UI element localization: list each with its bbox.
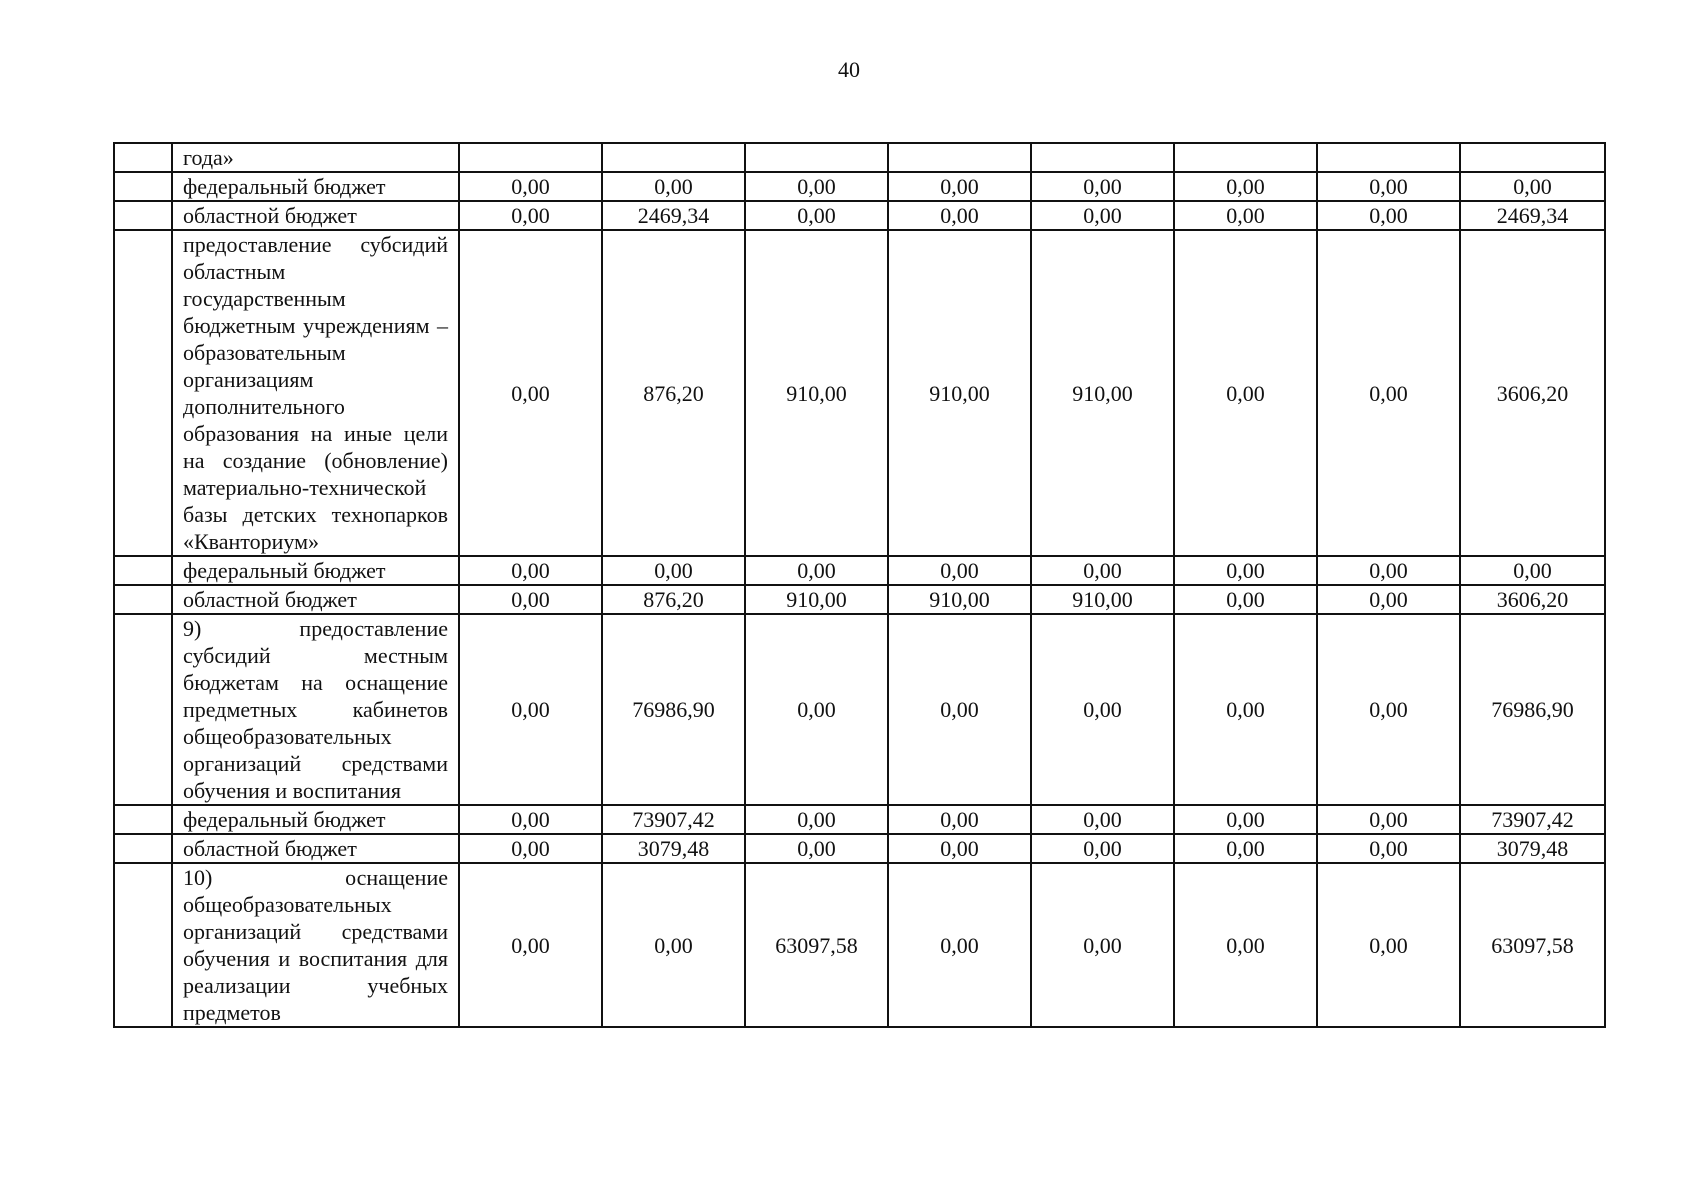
table-row	[114, 614, 1605, 805]
page-number: 40	[838, 57, 860, 82]
table-row	[114, 201, 1605, 230]
value-cell: 76986,90	[602, 614, 745, 805]
value-cell: 0,00	[459, 834, 602, 863]
value-cell: 910,00	[888, 585, 1031, 614]
value-cell: 0,00	[459, 805, 602, 834]
value-cell	[745, 143, 888, 172]
value-cell: 0,00	[602, 556, 745, 585]
row-number-cell	[114, 834, 172, 863]
table-row	[114, 143, 1605, 172]
row-name-cell: года»	[172, 143, 459, 172]
value-cell: 0,00	[602, 172, 745, 201]
value-cell: 0,00	[1031, 863, 1174, 1027]
value-cell: 2469,34	[602, 201, 745, 230]
row-number-cell	[114, 556, 172, 585]
value-cell: 0,00	[1174, 585, 1317, 614]
value-cell: 0,00	[1174, 230, 1317, 556]
value-cell: 0,00	[1317, 230, 1460, 556]
value-cell: 0,00	[1031, 614, 1174, 805]
table-row	[114, 863, 1605, 1027]
row-number-cell	[114, 201, 172, 230]
value-cell: 0,00	[745, 614, 888, 805]
value-cell: 0,00	[745, 805, 888, 834]
value-cell: 0,00	[1031, 805, 1174, 834]
table-row	[114, 230, 1605, 556]
value-cell: 0,00	[1317, 585, 1460, 614]
value-cell	[888, 143, 1031, 172]
value-cell: 0,00	[1317, 614, 1460, 805]
value-cell: 0,00	[1317, 201, 1460, 230]
row-number-cell	[114, 143, 172, 172]
value-cell: 3079,48	[1460, 834, 1605, 863]
value-cell: 0,00	[1174, 172, 1317, 201]
row-number-cell	[114, 805, 172, 834]
row-name-cell: 10) оснащение общеобразовательных организаций средствами обучения и воспитания для реализации учебных предметов	[172, 863, 459, 1027]
row-number-cell	[114, 172, 172, 201]
value-cell: 0,00	[1174, 863, 1317, 1027]
value-cell: 0,00	[745, 556, 888, 585]
value-cell: 0,00	[602, 863, 745, 1027]
table-row	[114, 805, 1605, 834]
value-cell: 0,00	[888, 556, 1031, 585]
value-cell: 0,00	[1174, 614, 1317, 805]
value-cell: 0,00	[1317, 863, 1460, 1027]
value-cell: 3079,48	[602, 834, 745, 863]
value-cell	[1460, 143, 1605, 172]
value-cell: 0,00	[888, 614, 1031, 805]
row-name-cell: областной бюджет	[172, 834, 459, 863]
value-cell: 73907,42	[1460, 805, 1605, 834]
value-cell: 0,00	[1174, 556, 1317, 585]
value-cell: 0,00	[1174, 805, 1317, 834]
value-cell: 0,00	[745, 834, 888, 863]
row-number-cell	[114, 585, 172, 614]
value-cell: 910,00	[745, 230, 888, 556]
value-cell: 0,00	[459, 201, 602, 230]
value-cell: 0,00	[459, 614, 602, 805]
value-cell: 0,00	[1460, 556, 1605, 585]
value-cell: 876,20	[602, 230, 745, 556]
value-cell	[459, 143, 602, 172]
row-number-cell	[114, 863, 172, 1027]
value-cell: 0,00	[1031, 201, 1174, 230]
value-cell: 0,00	[888, 834, 1031, 863]
value-cell: 2469,34	[1460, 201, 1605, 230]
row-name-cell: федеральный бюджет	[172, 805, 459, 834]
row-name-cell: областной бюджет	[172, 201, 459, 230]
value-cell: 0,00	[459, 230, 602, 556]
row-name-cell: 9) предоставление субсидий местным бюджетам на оснащение предметных кабинетов общеобразовательных организаций средствами обучения и воспитания	[172, 614, 459, 805]
value-cell: 3606,20	[1460, 230, 1605, 556]
value-cell: 876,20	[602, 585, 745, 614]
value-cell: 3606,20	[1460, 585, 1605, 614]
value-cell: 910,00	[888, 230, 1031, 556]
value-cell: 0,00	[459, 863, 602, 1027]
value-cell: 0,00	[1317, 805, 1460, 834]
row-number-cell	[114, 230, 172, 556]
value-cell: 0,00	[888, 805, 1031, 834]
value-cell: 0,00	[1317, 556, 1460, 585]
table-row	[114, 556, 1605, 585]
value-cell	[1031, 143, 1174, 172]
value-cell: 0,00	[1031, 834, 1174, 863]
value-cell: 0,00	[745, 201, 888, 230]
value-cell: 910,00	[1031, 230, 1174, 556]
value-cell: 910,00	[745, 585, 888, 614]
value-cell: 0,00	[1460, 172, 1605, 201]
value-cell: 0,00	[1031, 556, 1174, 585]
row-name-cell: предоставление субсидий областным государственным бюджетным учреждениям – образовательным организациям дополнительного образования на иные цели на создание (обновление) материально-технической базы детских технопарков «Кванториум»	[172, 230, 459, 556]
value-cell: 76986,90	[1460, 614, 1605, 805]
value-cell: 0,00	[888, 172, 1031, 201]
value-cell: 910,00	[1031, 585, 1174, 614]
value-cell: 0,00	[1317, 172, 1460, 201]
value-cell: 0,00	[745, 172, 888, 201]
table-row	[114, 585, 1605, 614]
row-number-cell	[114, 614, 172, 805]
row-name-cell: областной бюджет	[172, 585, 459, 614]
value-cell: 0,00	[1174, 201, 1317, 230]
row-name-cell: федеральный бюджет	[172, 172, 459, 201]
value-cell: 0,00	[1317, 834, 1460, 863]
table-row	[114, 172, 1605, 201]
value-cell: 0,00	[459, 172, 602, 201]
table-row	[114, 834, 1605, 863]
value-cell: 63097,58	[745, 863, 888, 1027]
table-body	[114, 143, 1605, 1027]
budget-table	[113, 142, 1606, 1028]
value-cell: 0,00	[459, 585, 602, 614]
value-cell: 0,00	[888, 863, 1031, 1027]
value-cell: 0,00	[1031, 172, 1174, 201]
value-cell: 0,00	[459, 556, 602, 585]
value-cell: 63097,58	[1460, 863, 1605, 1027]
value-cell: 0,00	[888, 201, 1031, 230]
value-cell: 0,00	[1174, 834, 1317, 863]
value-cell	[602, 143, 745, 172]
value-cell: 73907,42	[602, 805, 745, 834]
value-cell	[1174, 143, 1317, 172]
value-cell	[1317, 143, 1460, 172]
row-name-cell: федеральный бюджет	[172, 556, 459, 585]
